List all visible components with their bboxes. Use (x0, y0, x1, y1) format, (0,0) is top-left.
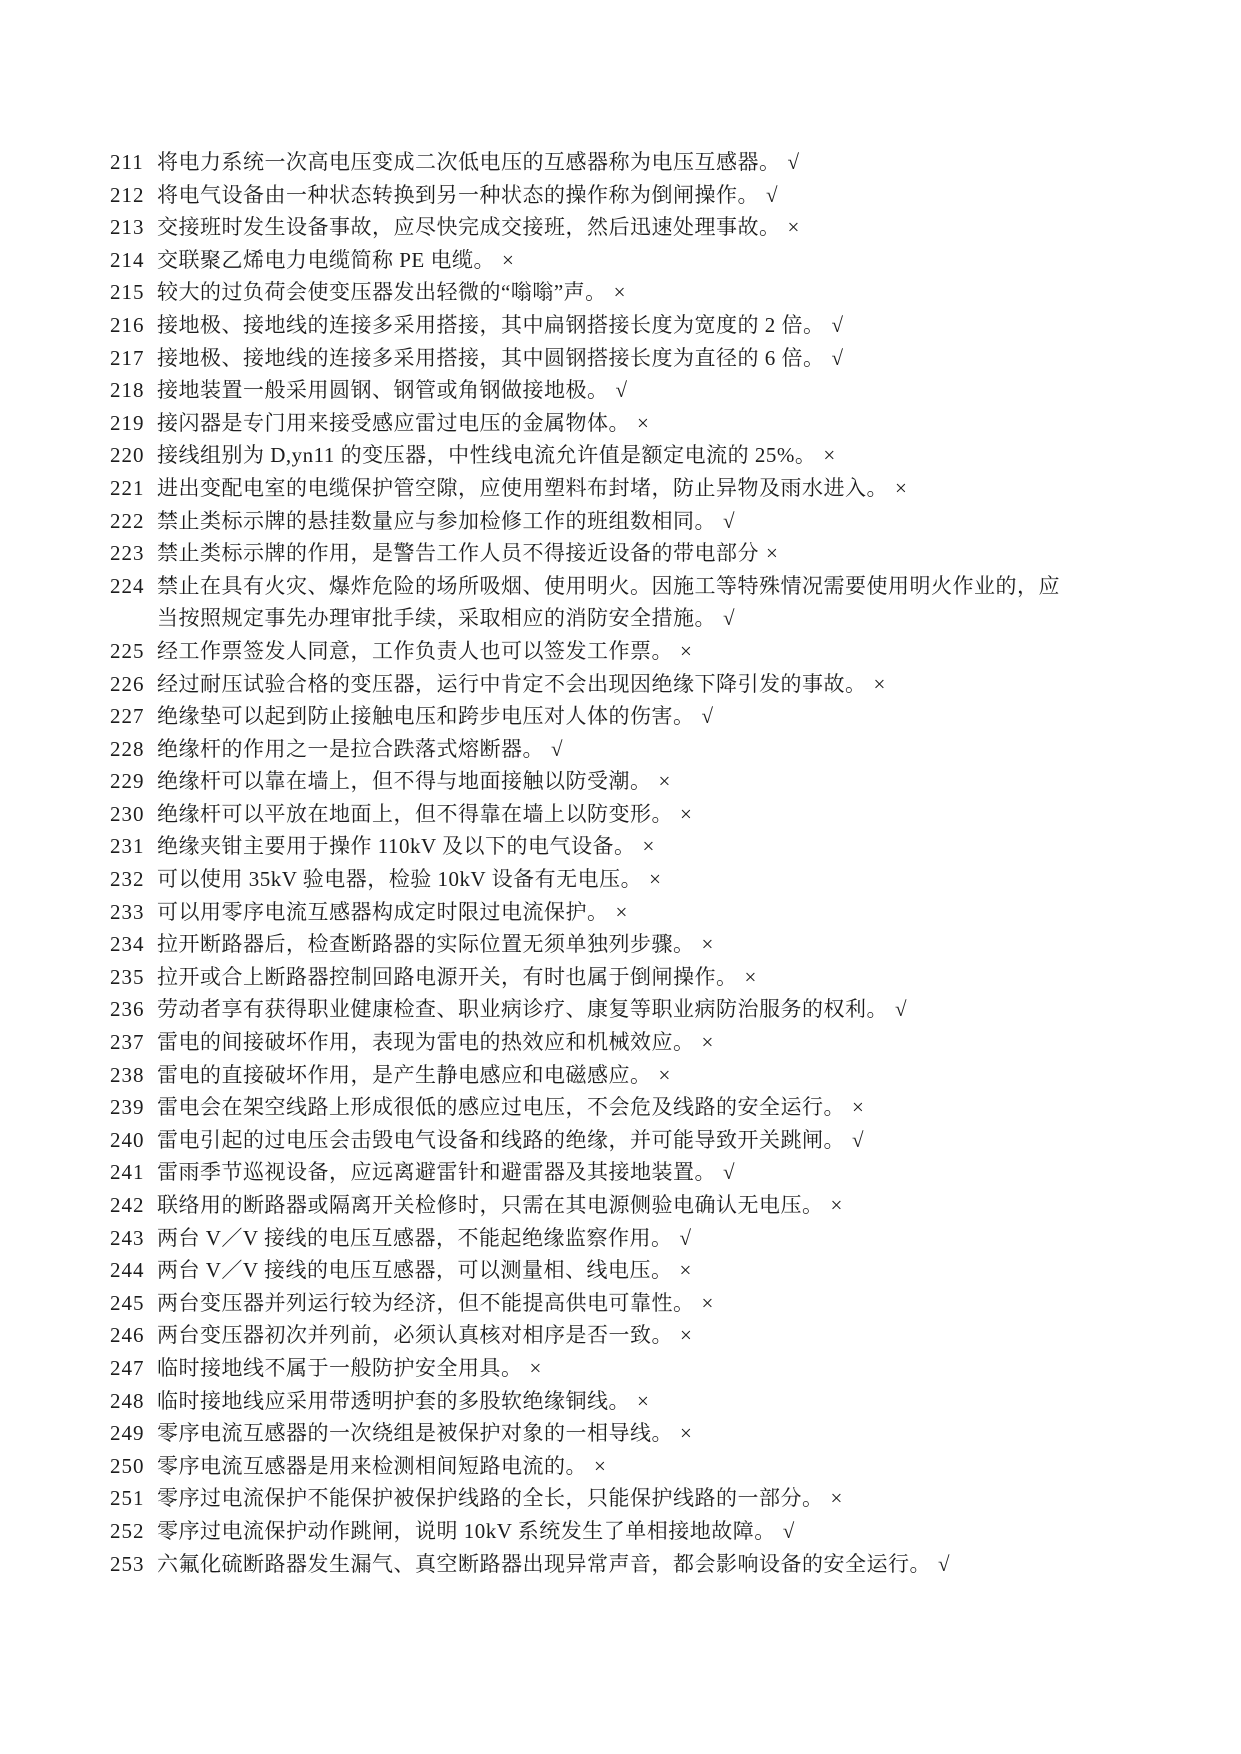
question-number: 249 (110, 1421, 145, 1446)
question-text: 绝缘杆可以靠在墙上，但不得与地面接触以防受潮。 (157, 769, 652, 794)
question-number: 238 (110, 1062, 145, 1087)
question-text: 禁止在具有火灾、爆炸危险的场所吸烟、使用明火。因施工等特殊情况需要使用明火作业的，应当按照规定事先办理审批手续，采取相应的消防安全措施。 (157, 573, 1060, 631)
question-number: 242 (110, 1193, 145, 1217)
answer-mark: × (830, 1486, 843, 1511)
question-text-wrap (157, 309, 844, 342)
question-number: 245 (110, 1290, 145, 1315)
question-text-wrap (157, 1189, 843, 1222)
question-row (110, 407, 1140, 440)
answer-mark: × (649, 867, 662, 892)
question-row (110, 961, 1140, 994)
question-list (110, 146, 1140, 1580)
answer-mark: × (613, 280, 626, 305)
question-number: 220 (110, 443, 145, 468)
answer-mark: √ (766, 182, 779, 207)
question-text-wrap (157, 1385, 649, 1418)
question-text-wrap (157, 1026, 714, 1059)
question-text-wrap (157, 1548, 950, 1581)
answer-mark: × (680, 1421, 693, 1446)
question-number: 236 (110, 997, 145, 1022)
question-row (110, 830, 1140, 863)
question-row (110, 309, 1140, 342)
question-text: 接闪器是专门用来接受感应雷过电压的金属物体。 (157, 410, 630, 435)
question-text-wrap (157, 244, 514, 277)
question-text-wrap (157, 863, 661, 896)
question-row (110, 439, 1140, 472)
question-number: 227 (110, 704, 145, 729)
question-text-wrap (157, 1417, 692, 1450)
question-number: 246 (110, 1323, 145, 1348)
question-text: 接线组别为 D,yn11 的变压器，中性线电流允许值是额定电流的 25%。 (157, 443, 817, 468)
question-text-wrap (157, 179, 778, 212)
question-number: 223 (110, 541, 145, 566)
question-text-wrap (157, 1124, 864, 1157)
question-number: 253 (110, 1551, 145, 1576)
question-text: 拉开断路器后，检查断路器的实际位置无须单独列步骤。 (157, 932, 695, 957)
question-number: 243 (110, 1225, 145, 1250)
question-number: 244 (110, 1258, 145, 1283)
question-row (110, 1222, 1140, 1255)
question-text-wrap (157, 1352, 542, 1385)
question-text: 进出变配电室的电缆保护管空隙，应使用塑料布封堵，防止异物及雨水进入。 (157, 475, 888, 500)
question-row (110, 1254, 1140, 1287)
answer-mark: × (701, 1290, 714, 1315)
answer-mark: × (679, 1258, 692, 1283)
answer-mark: × (873, 671, 886, 696)
question-text: 零序电流互感器是用来检测相间短路电流的。 (157, 1453, 587, 1478)
question-text-wrap (157, 1515, 795, 1548)
question-text-wrap (157, 635, 692, 668)
question-text: 接地装置一般采用圆钢、钢管或角钢做接地极。 (157, 378, 609, 403)
answer-mark: √ (831, 345, 844, 370)
question-text-wrap (157, 342, 844, 375)
question-row (110, 635, 1140, 668)
answer-mark: √ (782, 1518, 795, 1543)
question-row (110, 1450, 1140, 1483)
question-text: 拉开或合上断路器控制回路电源开关，有时也属于倒闸操作。 (157, 964, 738, 989)
question-text-wrap (157, 896, 628, 929)
question-text: 绝缘夹钳主要用于操作 110kV 及以下的电气设备。 (157, 834, 636, 859)
question-number: 251 (110, 1486, 145, 1511)
question-number: 233 (110, 899, 145, 924)
question-row (110, 1385, 1140, 1418)
question-number: 239 (110, 1095, 145, 1120)
answer-mark: × (701, 932, 714, 957)
answer-mark: × (680, 638, 693, 663)
question-row (110, 1319, 1140, 1352)
answer-mark: √ (723, 508, 736, 533)
answer-mark: √ (679, 1225, 692, 1250)
question-text-wrap (157, 1482, 843, 1515)
question-row (110, 244, 1140, 277)
question-row (110, 1189, 1140, 1222)
question-text: 联络用的断路器或隔离开关检修时，只需在其电源侧验电确认无电压。 (157, 1193, 824, 1217)
answer-mark: √ (938, 1551, 951, 1576)
answer-mark: × (642, 834, 655, 859)
question-row (110, 1091, 1140, 1124)
question-text: 禁止类标示牌的悬挂数量应与参加检修工作的班组数相同。 (157, 508, 716, 533)
question-row (110, 1482, 1140, 1515)
question-number: 214 (110, 247, 145, 272)
question-text: 两台变压器并列运行较为经济，但不能提高供电可靠性。 (157, 1290, 695, 1315)
question-row (110, 1026, 1140, 1059)
question-text: 劳动者享有获得职业健康检查、职业病诊疗、康复等职业病防治服务的权利。 (157, 997, 888, 1022)
question-row (110, 928, 1140, 961)
question-row (110, 1124, 1140, 1157)
question-row (110, 1156, 1140, 1189)
question-text: 六氟化硫断路器发生漏气、真空断路器出现异常声音，都会影响设备的安全运行。 (157, 1551, 931, 1576)
question-text: 临时接地线不属于一般防护安全用具。 (157, 1355, 523, 1380)
question-row (110, 570, 1140, 635)
question-number: 226 (110, 671, 145, 696)
question-text: 交联聚乙烯电力电缆简称 PE 电缆。 (157, 247, 496, 272)
answer-mark: × (615, 899, 628, 924)
question-number: 240 (110, 1127, 145, 1152)
question-text: 绝缘垫可以起到防止接触电压和跨步电压对人体的伤害。 (157, 704, 695, 729)
question-row (110, 211, 1140, 244)
answer-mark: √ (615, 378, 628, 403)
question-text: 将电力系统一次高电压变成二次低电压的互感器称为电压互感器。 (157, 150, 781, 174)
question-number: 215 (110, 280, 145, 305)
question-row (110, 374, 1140, 407)
question-text-wrap (157, 733, 563, 766)
question-number: 231 (110, 834, 145, 859)
question-text-wrap (157, 276, 626, 309)
question-text: 雷电会在架空线路上形成很低的感应过电压，不会危及线路的安全运行。 (157, 1095, 845, 1120)
answer-mark: × (852, 1095, 865, 1120)
question-row (110, 472, 1140, 505)
question-number: 232 (110, 867, 145, 892)
answer-mark: × (502, 247, 515, 272)
question-text-wrap (157, 830, 655, 863)
question-number: 216 (110, 312, 145, 337)
question-number: 230 (110, 801, 145, 826)
question-number: 252 (110, 1518, 145, 1543)
question-row (110, 1059, 1140, 1092)
question-row (110, 179, 1140, 212)
question-text-wrap (157, 1287, 714, 1320)
question-number: 229 (110, 769, 145, 794)
question-row (110, 798, 1140, 831)
question-text: 两台 V／V 接线的电压互感器，不能起绝缘监察作用。 (157, 1225, 673, 1250)
answer-mark: × (680, 801, 693, 826)
question-text: 零序电流互感器的一次绕组是被保护对象的一相导线。 (157, 1421, 673, 1446)
question-text-wrap (157, 211, 800, 244)
answer-mark: × (594, 1453, 607, 1478)
question-row (110, 146, 1140, 179)
question-row (110, 276, 1140, 309)
question-number: 217 (110, 345, 145, 370)
question-number: 221 (110, 475, 145, 500)
answer-mark: × (680, 1323, 693, 1348)
question-row (110, 1548, 1140, 1581)
question-row (110, 1287, 1140, 1320)
question-text-wrap (157, 570, 1069, 635)
question-text-wrap (157, 765, 671, 798)
answer-mark: √ (723, 606, 736, 631)
question-number: 250 (110, 1453, 145, 1478)
question-text: 零序过电流保护动作跳闸，说明 10kV 系统发生了单相接地故障。 (157, 1518, 776, 1543)
question-text-wrap (157, 505, 735, 538)
question-text: 绝缘杆可以平放在地面上，但不得靠在墙上以防变形。 (157, 801, 673, 826)
answer-mark: × (658, 769, 671, 794)
question-text: 可以使用 35kV 验电器，检验 10kV 设备有无电压。 (157, 867, 643, 892)
question-number: 235 (110, 964, 145, 989)
question-text: 雷电的直接破坏作用，是产生静电感应和电磁感应。 (157, 1062, 652, 1087)
question-text: 两台变压器初次并列前，必须认真核对相序是否一致。 (157, 1323, 673, 1348)
question-text-wrap (157, 407, 649, 440)
question-row (110, 1417, 1140, 1450)
question-text-wrap (157, 439, 836, 472)
question-text-wrap (157, 961, 757, 994)
question-number: 225 (110, 638, 145, 663)
question-number: 234 (110, 932, 145, 957)
answer-mark: √ (701, 704, 714, 729)
question-text: 较大的过负荷会使变压器发出轻微的“嗡嗡”声。 (157, 280, 607, 305)
question-row (110, 733, 1140, 766)
answer-mark: √ (723, 1160, 736, 1185)
question-number: 241 (110, 1160, 145, 1185)
answer-mark: √ (551, 736, 564, 761)
question-number: 218 (110, 378, 145, 403)
question-text-wrap (157, 1319, 692, 1352)
question-text: 交接班时发生设备事故，应尽快完成交接班，然后迅速处理事故。 (157, 215, 781, 240)
answer-mark: × (830, 1193, 843, 1217)
question-text: 接地极、接地线的连接多采用搭接，其中扁钢搭接长度为宽度的 2 倍。 (157, 312, 825, 337)
question-text-wrap (157, 1091, 864, 1124)
question-row (110, 863, 1140, 896)
question-text: 将电气设备由一种状态转换到另一种状态的操作称为倒闸操作。 (157, 182, 759, 207)
question-text: 雷电的间接破坏作用，表现为雷电的热效应和机械效应。 (157, 1030, 695, 1055)
question-text: 禁止类标示牌的作用，是警告工作人员不得接近设备的带电部分 (157, 541, 759, 566)
question-text-wrap (157, 1156, 735, 1189)
question-text: 两台 V／V 接线的电压互感器，可以测量相、线电压。 (157, 1258, 673, 1283)
answer-mark: × (658, 1062, 671, 1087)
question-number: 213 (110, 215, 145, 240)
question-number: 211 (110, 150, 144, 174)
question-row (110, 765, 1140, 798)
question-text: 经过耐压试验合格的变压器，运行中肯定不会出现因绝缘下降引发的事故。 (157, 671, 867, 696)
question-text-wrap (157, 1222, 691, 1255)
question-text: 接地极、接地线的连接多采用搭接，其中圆钢搭接长度为直径的 6 倍。 (157, 345, 825, 370)
question-text-wrap (157, 668, 886, 701)
question-text: 零序过电流保护不能保护被保护线路的全长，只能保护线路的一部分。 (157, 1486, 824, 1511)
question-text: 临时接地线应采用带透明护套的多股软绝缘铜线。 (157, 1388, 630, 1413)
question-row (110, 505, 1140, 538)
question-text: 雷雨季节巡视设备，应远离避雷针和避雷器及其接地装置。 (157, 1160, 716, 1185)
answer-mark: × (637, 410, 650, 435)
question-text: 经工作票签发人同意，工作负责人也可以签发工作票。 (157, 638, 673, 663)
question-text-wrap (157, 798, 692, 831)
question-text: 可以用零序电流互感器构成定时限过电流保护。 (157, 899, 609, 924)
answer-mark: × (744, 964, 757, 989)
question-row (110, 342, 1140, 375)
question-number: 222 (110, 508, 145, 533)
question-text-wrap (157, 700, 714, 733)
question-row (110, 668, 1140, 701)
question-row (110, 537, 1140, 570)
question-text-wrap (157, 146, 800, 179)
question-row (110, 896, 1140, 929)
question-text-wrap (157, 537, 778, 570)
question-text-wrap (157, 1450, 606, 1483)
question-row (110, 700, 1140, 733)
question-row (110, 1515, 1140, 1548)
question-number: 228 (110, 736, 145, 761)
question-text-wrap (157, 1059, 671, 1092)
question-text-wrap (157, 928, 714, 961)
question-number: 247 (110, 1355, 145, 1380)
answer-mark: √ (895, 997, 908, 1022)
question-number: 219 (110, 410, 145, 435)
answer-mark: × (701, 1030, 714, 1055)
answer-mark: × (529, 1355, 542, 1380)
answer-mark: × (637, 1388, 650, 1413)
question-text: 雷电引起的过电压会击毁电气设备和线路的绝缘，并可能导致开关跳闸。 (157, 1127, 845, 1152)
question-text: 绝缘杆的作用之一是拉合跌落式熔断器。 (157, 736, 544, 761)
question-number: 224 (110, 573, 145, 598)
question-number: 248 (110, 1388, 145, 1413)
answer-mark: × (766, 541, 779, 566)
answer-mark: √ (852, 1127, 865, 1152)
question-text-wrap (157, 1254, 692, 1287)
question-text-wrap (157, 374, 628, 407)
question-row (110, 993, 1140, 1026)
question-number: 237 (110, 1030, 145, 1055)
question-text-wrap (157, 993, 907, 1026)
answer-mark: × (787, 215, 800, 240)
answer-mark: √ (831, 312, 844, 337)
answer-mark: √ (787, 150, 800, 174)
question-number: 212 (110, 182, 145, 207)
question-row (110, 1352, 1140, 1385)
question-text-wrap (157, 472, 907, 505)
answer-mark: × (895, 475, 908, 500)
answer-mark: × (823, 443, 836, 468)
